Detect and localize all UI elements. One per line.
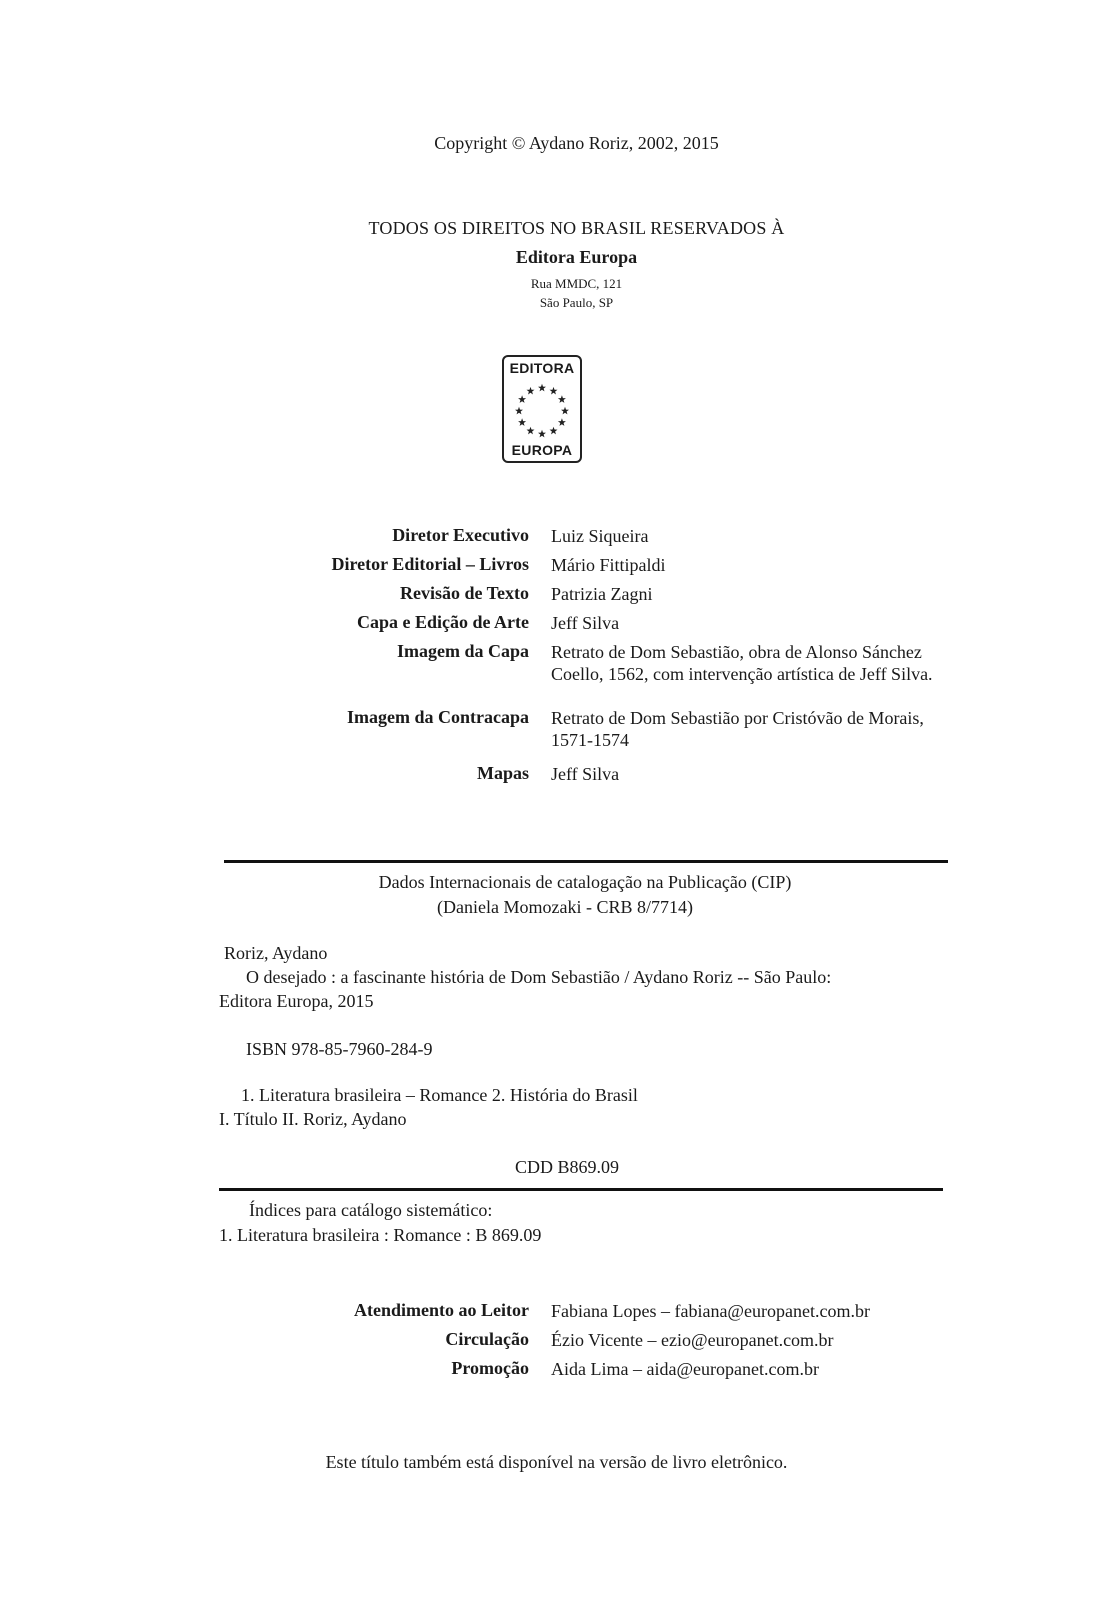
- credit-label: Imagem da Contracapa: [347, 707, 529, 727]
- credit-label: Mapas: [476, 763, 529, 783]
- publisher-address-city: São Paulo, SP: [539, 295, 614, 310]
- star-icon: [558, 418, 566, 426]
- contact-label: Circulação: [445, 1329, 529, 1349]
- credit-value: Retrato de Dom Sebastião, obra de Alonso Sánchez Coello, 1562, com intervenção artística de Jeff Silva.: [551, 642, 933, 684]
- editora-europa-logo: [502, 355, 582, 463]
- copyright-line: Copyright © Aydano Roriz, 2002, 2015: [434, 133, 719, 153]
- publisher-address-street: Rua MMDC, 121: [530, 276, 623, 291]
- cip-cdd: CDD B869.09: [515, 1157, 620, 1177]
- star-icon: [538, 430, 546, 438]
- credit-value: Patrizia Zagni: [551, 584, 653, 604]
- star-icon: [518, 395, 526, 403]
- index-item: 1. Literatura brasileira : Romance : B 869.09: [219, 1225, 542, 1245]
- credit-label: Diretor Executivo: [392, 525, 529, 545]
- credit-label: Capa e Edição de Arte: [357, 612, 529, 632]
- star-icon: [515, 407, 523, 415]
- cip-title-line: Editora Europa, 2015: [219, 991, 374, 1011]
- divider-bottom: [219, 1188, 943, 1191]
- divider-top: [224, 860, 948, 863]
- contact-value: Ézio Vicente – ezio@europanet.com.br: [551, 1330, 834, 1350]
- star-icon: [550, 427, 558, 435]
- credit-value: Retrato de Dom Sebastião por Cristóvão de Morais, 1571-1574: [551, 708, 924, 750]
- stars-circle-icon: [504, 377, 580, 445]
- contact-value: Fabiana Lopes – fabiana@europanet.com.br: [551, 1301, 870, 1321]
- cip-title: Dados Internacionais de catalogação na Publicação (CIP): [378, 872, 792, 892]
- logo-top-text: EDITORA: [509, 360, 575, 376]
- credit-label: Revisão de Texto: [399, 583, 529, 603]
- logo-bottom-text: EUROPA: [511, 442, 573, 458]
- star-icon: [561, 407, 569, 415]
- credit-value: Jeff Silva: [551, 764, 620, 784]
- ebook-availability-note: Este título também está disponível na versão de livro eletrônico.: [325, 1452, 788, 1472]
- star-icon: [538, 384, 546, 392]
- publisher-name: Editora Europa: [515, 247, 638, 267]
- star-icon: [527, 387, 535, 395]
- cip-subjects-line: 1. Literatura brasileira – Romance 2. História do Brasil: [241, 1085, 638, 1105]
- cip-subtitle: (Daniela Momozaki - CRB 8/7714): [437, 897, 693, 917]
- contact-value: Aida Lima – aida@europanet.com.br: [551, 1359, 819, 1379]
- star-icon: [518, 418, 526, 426]
- star-icon: [527, 427, 535, 435]
- contact-label: Promoção: [451, 1358, 529, 1378]
- cip-subjects-line: I. Título II. Roriz, Aydano: [219, 1109, 407, 1129]
- star-icon: [558, 395, 566, 403]
- index-title: Índices para catálogo sistemático:: [249, 1200, 493, 1220]
- credit-label: Imagem da Capa: [396, 641, 529, 661]
- contact-label: Atendimento ao Leitor: [354, 1300, 529, 1320]
- cip-isbn: ISBN 978-85-7960-284-9: [246, 1039, 433, 1059]
- cip-author: Roriz, Aydano: [224, 943, 328, 963]
- credit-label: Diretor Editorial – Livros: [331, 554, 529, 574]
- credit-value: Jeff Silva: [551, 613, 620, 633]
- cip-title-line: O desejado : a fascinante história de Dom Sebastião / Aydano Roriz -- São Paulo:: [246, 967, 832, 987]
- credit-value: Mário Fittipaldi: [551, 555, 666, 575]
- star-icon: [550, 387, 558, 395]
- credit-value: Luiz Siqueira: [551, 526, 649, 546]
- rights-reserved-line: TODOS OS DIREITOS NO BRASIL RESERVADOS À: [368, 218, 785, 238]
